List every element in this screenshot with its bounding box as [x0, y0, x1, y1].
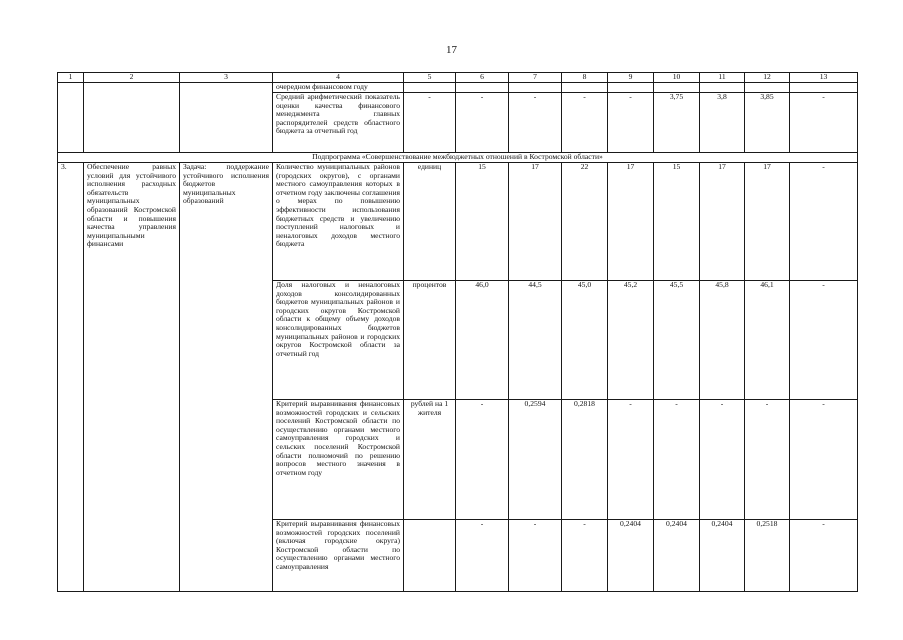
- column-header: 1: [58, 73, 84, 83]
- unit-cell: единиц: [404, 163, 456, 281]
- table-row: [58, 83, 858, 93]
- value-cell: -: [790, 281, 858, 400]
- value-cell: 46,1: [745, 281, 790, 400]
- value-cell: -: [562, 93, 608, 153]
- value-cell: 45,0: [562, 281, 608, 400]
- value-cell: -: [790, 93, 858, 153]
- value-cell: 3,85: [745, 93, 790, 153]
- value-cell: 3,75: [654, 93, 700, 153]
- task-cell: Задача: поддержание устойчивого исполнения бюджетов муниципальных образований: [180, 163, 273, 592]
- indicator-cell: Количество муниципальных районов (городских округов), с органами местного самоуправления которых в отчетном году заключены соглашения о мерах по повышению эффективности использования бюджетных средств и увеличению поступлений налоговых и неналоговых доходов местного бюджета: [273, 163, 404, 281]
- value-cell: -: [790, 520, 858, 592]
- value-cell: 45,8: [700, 281, 745, 400]
- table-row: [58, 163, 858, 281]
- value-cell: 22: [562, 163, 608, 281]
- value-cell: -: [745, 400, 790, 520]
- value-cell: -: [509, 520, 562, 592]
- unit-cell: процентов: [404, 281, 456, 400]
- value-cell: 0,2518: [745, 520, 790, 592]
- unit-cell: рублей на 1 жителя: [404, 400, 456, 520]
- value-cell: 17: [608, 163, 654, 281]
- column-header: 2: [84, 73, 180, 83]
- value-cell: 45,2: [608, 281, 654, 400]
- indicators-table: [57, 72, 858, 592]
- column-header: 8: [562, 73, 608, 83]
- value-cell: 46,0: [456, 281, 509, 400]
- value-cell: 44,5: [509, 281, 562, 400]
- value-cell: -: [700, 400, 745, 520]
- column-header: 9: [608, 73, 654, 83]
- value-cell: -: [562, 520, 608, 592]
- value-cell: -: [654, 400, 700, 520]
- value-cell: -: [608, 93, 654, 153]
- value-cell: 17: [509, 163, 562, 281]
- column-header: 11: [700, 73, 745, 83]
- subprogram-title: Подпрограмма «Совершенствование межбюджетных отношений в Костромской области»: [58, 153, 858, 163]
- value-cell: 15: [654, 163, 700, 281]
- value-cell: 17: [700, 163, 745, 281]
- column-header: 13: [790, 73, 858, 83]
- indicator-cell: очередном финансовом году: [273, 83, 404, 93]
- value-cell: 0,2818: [562, 400, 608, 520]
- value-cell: 3,8: [700, 93, 745, 153]
- unit-cell: -: [404, 93, 456, 153]
- column-header: 7: [509, 73, 562, 83]
- indicator-cell: Доля налоговых и неналоговых доходов консолидированных бюджетов муниципальных районов и городских округов Костромской области к общему объему доходов консолидированных бюджетов муниципальных районов и городских округов Костромской области за отчетный год: [273, 281, 404, 400]
- value-cell: -: [456, 520, 509, 592]
- value-cell: -: [456, 400, 509, 520]
- column-header: 5: [404, 73, 456, 83]
- page-number: 17: [446, 44, 457, 56]
- column-header: 12: [745, 73, 790, 83]
- value-cell: -: [456, 93, 509, 153]
- value-cell: -: [790, 400, 858, 520]
- column-header: 10: [654, 73, 700, 83]
- value-cell: -: [608, 400, 654, 520]
- value-cell: -: [790, 163, 858, 281]
- value-cell: 15: [456, 163, 509, 281]
- indicator-cell: Критерий выравнивания финансовых возможностей городских и сельских поселений Костромской области по осуществлению органами местного самоуправления городских и сельских поселений Костромской области полномочий по решению вопросов местного значения в отчетном году: [273, 400, 404, 520]
- value-cell: 0,2404: [654, 520, 700, 592]
- subprogram-row: [58, 153, 858, 163]
- value-cell: -: [509, 93, 562, 153]
- value-cell: 0,2594: [509, 400, 562, 520]
- value-cell: 0,2404: [700, 520, 745, 592]
- column-header: 6: [456, 73, 509, 83]
- indicator-cell: Критерий выравнивания финансовых возможностей городских поселений (включая городские округа) Костромской области по осуществлению органами местного самоуправления: [273, 520, 404, 592]
- value-cell: 0,2404: [608, 520, 654, 592]
- header-row: [58, 73, 858, 83]
- column-header: 4: [273, 73, 404, 83]
- value-cell: 17: [745, 163, 790, 281]
- section-number: 3.: [58, 163, 84, 592]
- indicator-cell: Средний арифметический показатель оценки качества финансового менеджмента главных распорядителей средств областного бюджета за отчетный год: [273, 93, 404, 153]
- unit-cell: [404, 520, 456, 592]
- column-header: 3: [180, 73, 273, 83]
- goal-cell: Обеспечение равных условий для устойчивого исполнения расходных обязательств муниципальных образований Костромской области и повышения качества управления муниципальными финансами: [84, 163, 180, 592]
- value-cell: 45,5: [654, 281, 700, 400]
